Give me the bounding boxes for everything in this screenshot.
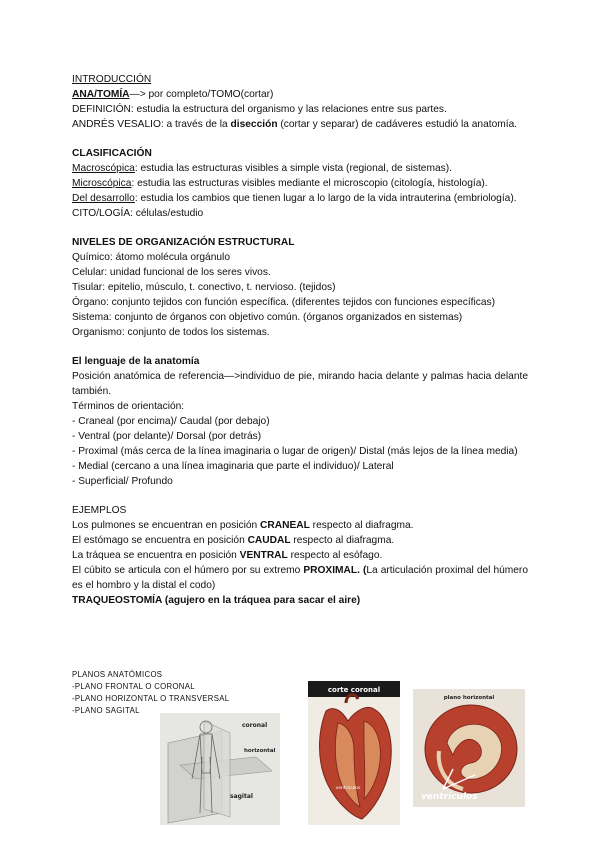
ventriculos-label: ventrículos: [421, 792, 478, 802]
anatomia-line: [72, 87, 528, 102]
nivel-quimico: Químico: átomo molécula orgánulo: [72, 252, 230, 263]
nivel-tisular: Tisular: epitelio, músculo, t. conectivo, t. nervioso. (tejidos): [72, 282, 336, 293]
nivel-celular: Celular: unidad funcional de los seres vivos.: [72, 267, 271, 278]
planos-title: PLANOS ANATÓMICOS: [72, 670, 163, 679]
termino-item: - Medial (cercano a una línea imaginaria que parte el individuo)/ Lateral: [72, 461, 394, 472]
section-title-ejemplos: EJEMPLOS: [72, 505, 127, 516]
plano-item: -PLANO HORIZONTAL O TRANSVERSAL: [72, 694, 230, 703]
vesalio-paragraph: ANDRÉS VESALIO: a través de la disección (cortar y separar) de cadáveres estudió la anatomía.: [72, 119, 518, 130]
plano-horizontal-figure: [413, 689, 525, 807]
ejemplo-proximal: El cúbito se articula con el húmero por su extremo PROXIMAL. (La articulación proximal del húmero es el hombro y la distal el codo): [72, 565, 528, 591]
nivel-organismo: Organismo: conjunto de todos los sistemas.: [72, 327, 270, 338]
plano-item: -PLANO FRONTAL O CORONAL: [72, 682, 195, 691]
terminos-orientacion: Términos de orientación:: [72, 401, 185, 412]
label-horizontal: horizontal: [244, 748, 276, 754]
label-coronal: coronal: [242, 722, 268, 729]
corte-coronal-label: corte coronal: [327, 686, 381, 694]
termino-item: - Craneal (por encima)/ Caudal (por debajo): [72, 416, 270, 427]
citologia-line: CITO/LOGÍA: células/estudio: [72, 208, 204, 219]
section-title-clasificacion: CLASIFICACIÓN: [72, 148, 152, 159]
corte-coronal-figure: [308, 681, 400, 825]
planos-list: [72, 669, 229, 717]
termino-item: - Proximal (más cerca de la línea imaginaria o lugar de origen)/ Distal (más lejos de la línea media): [72, 446, 518, 457]
section-title-introduccion: INTRODUCCIÓN: [72, 74, 152, 85]
body-planes-figure: [160, 713, 280, 825]
nivel-organo: Órgano: conjunto tejidos con función específica. (diferentes tejidos con funciones específicas): [72, 297, 496, 308]
plano-item: -PLANO SAGITAL: [72, 706, 140, 715]
termino-item: - Superficial/ Profundo: [72, 476, 173, 487]
corte-ventriculos-label: ventrículos: [335, 786, 361, 791]
anatomia-def: —> por completo/TOMO(cortar): [129, 89, 274, 100]
termino-item: - Ventral (por delante)/ Dorsal (por detrás): [72, 431, 262, 442]
section-title-niveles: NIVELES DE ORGANIZACIÓN ESTRUCTURAL: [72, 237, 295, 248]
macroscopica-line: Macroscópica: estudia las estructuras visibles a simple vista (regional, de sistemas).: [72, 163, 452, 174]
ejemplo-caudal: El estómago se encuentra en posición CAUDAL respecto al diafragma.: [72, 535, 395, 546]
desarrollo-paragraph: Del desarrollo: estudia los cambios que tienen lugar a lo largo de la vida intrauterina (embriología).: [72, 193, 517, 204]
nivel-sistema: Sistema: conjunto de órganos con objetivo común. (órganos organizados en sistemas): [72, 312, 463, 323]
label-sagital: sagital: [230, 793, 253, 800]
anatomia-term: ANA/TOMÍA: [72, 89, 130, 100]
microscopica-line: Microscópica: estudia las estructuras visibles mediante el microscopio (citología, histología).: [72, 178, 488, 189]
ejemplo-craneal: Los pulmones se encuentran en posición CRANEAL respecto al diafragma.: [72, 520, 414, 531]
posicion-anatomica: Posición anatómica de referencia—>individuo de pie, mirando hacia delante y palmas hacia delante también.: [72, 371, 528, 397]
plano-horizontal-label: plano horizontal: [443, 695, 495, 701]
ejemplo-ventral: La tráquea se encuentra en posición VENTRAL respecto al esófago.: [72, 550, 383, 561]
traqueostomia-line: TRAQUEOSTOMÍA (agujero en la tráquea para sacar el aire): [72, 595, 361, 606]
document-body: [72, 72, 528, 608]
definicion-line: DEFINICIÓN: estudia la estructura del organismo y las relaciones entre sus partes.: [72, 104, 447, 115]
section-title-lenguaje: El lenguaje de la anatomía: [72, 356, 200, 367]
